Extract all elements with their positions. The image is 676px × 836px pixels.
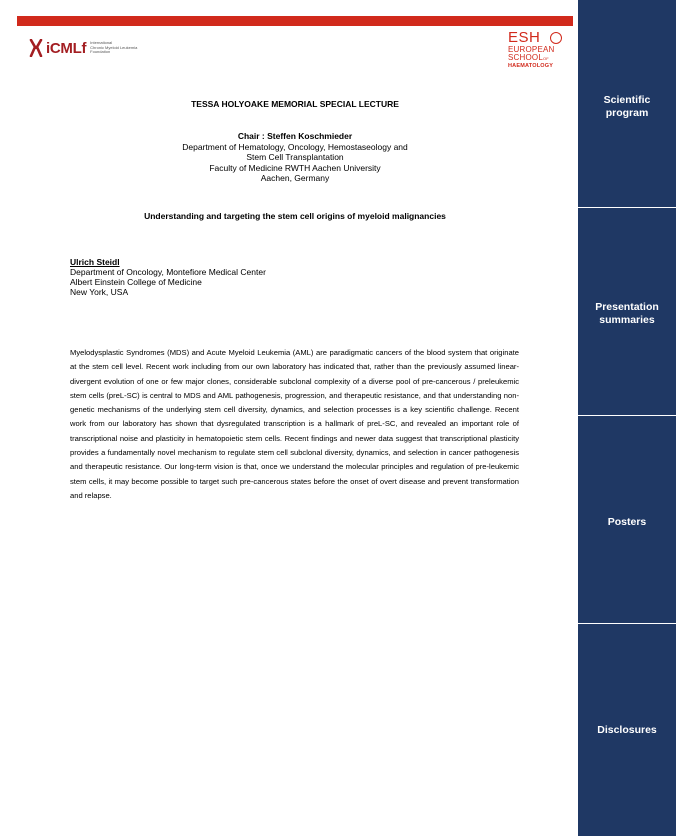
- sidebar-item-scientific-program[interactable]: [578, 0, 676, 208]
- esh-circle-icon: [550, 32, 562, 44]
- sidebar-item-label: Disclosures: [597, 724, 657, 736]
- speaker-affiliation-line: Department of Oncology, Montefiore Medical Center: [70, 267, 266, 277]
- sidebar-item-disclosures[interactable]: [578, 624, 676, 832]
- chair-affiliation-line: Aachen, Germany: [260, 173, 330, 183]
- esh-logo: [508, 30, 568, 76]
- top-accent-bar: [17, 16, 573, 26]
- speaker-name: Ulrich Steidl: [70, 257, 120, 267]
- esh-line-school: SCHOOLOF: [508, 53, 549, 62]
- chair-affiliation-line: Stem Cell Transplantation: [246, 152, 344, 162]
- chair-affiliation-line: Faculty of Medicine RWTH Aachen University: [209, 162, 381, 173]
- sidebar-item-posters[interactable]: [578, 416, 676, 624]
- sidebar: [578, 0, 676, 836]
- esh-title: ESH: [508, 29, 541, 46]
- speaker-block: [70, 257, 266, 297]
- abstract-paragraph: Myelodysplastic Syndromes (MDS) and Acute Myeloid Leukemia (AML) are paradigmatic cancers of the blood system that originate at the stem cell level. Recent work including from our own laboratory has indicated that, rather than the previously assumed linear-divergent evolution of one or few major clones, considerable subclonal complexity of a diverse pool of pre-cancerous / preleukemic stem cells (preL-SC) is central to MDS and AML pathogenesis, progression, and therapeutic resistance, and that understanding non-genetic mechanisms of the underlying stem cell diversity, dynamics, and selection processes is a key scientific challenge. Recent work from our laboratory has shown that dysregulated transcription is a hallmark of preL-SC, and revealed an important role of transcriptional noise and plasticity in hematopoietic stem cells. Recent findings and newer data suggest that transcriptional plasticity provides a fundamentally novel mechanism to regulate stem cell subclonal diversity, dynamics, and selection in cancer pathogenesis and therapeutic resistance. Our long-term vision is that, once we understand the molecular principles and regulation of pre-leukemic stem cells, it may become possible to target such pre-cancerous states before the onset of overt disease and prevent transformation and relapse.: [70, 348, 519, 500]
- chair-block: [70, 131, 520, 184]
- icmlf-subtitle: International Chronic Myeloid Leukemia Foundation: [90, 40, 138, 55]
- chair-name: Chair : Steffen Koschmieder: [237, 131, 353, 141]
- talk-title: Understanding and targeting the stem cell origins of myeloid malignancies: [144, 211, 446, 221]
- icmlf-wordmark: iCMLf: [46, 39, 87, 57]
- speaker-affiliation-line: New York, USA: [70, 287, 129, 297]
- sidebar-item-label: Posters: [607, 516, 647, 528]
- chair-affiliation-line: Department of Hematology, Oncology, Hemostaseology and: [182, 141, 408, 152]
- speaker-affiliation-line: Albert Einstein College of Medicine: [70, 277, 202, 287]
- chromosome-icon: [29, 39, 43, 57]
- sidebar-item-label: Scientific program: [603, 94, 651, 119]
- lecture-title: TESSA HOLYOAKE MEMORIAL SPECIAL LECTURE: [191, 99, 399, 109]
- icmlf-logo: [29, 38, 150, 58]
- esh-line-european: EUROPEAN: [508, 45, 555, 54]
- sidebar-item-presentation-summaries[interactable]: [578, 208, 676, 416]
- sidebar-item-label: Presentation summaries: [595, 301, 659, 326]
- esh-line-haematology: HAEMATOLOGY: [508, 63, 554, 69]
